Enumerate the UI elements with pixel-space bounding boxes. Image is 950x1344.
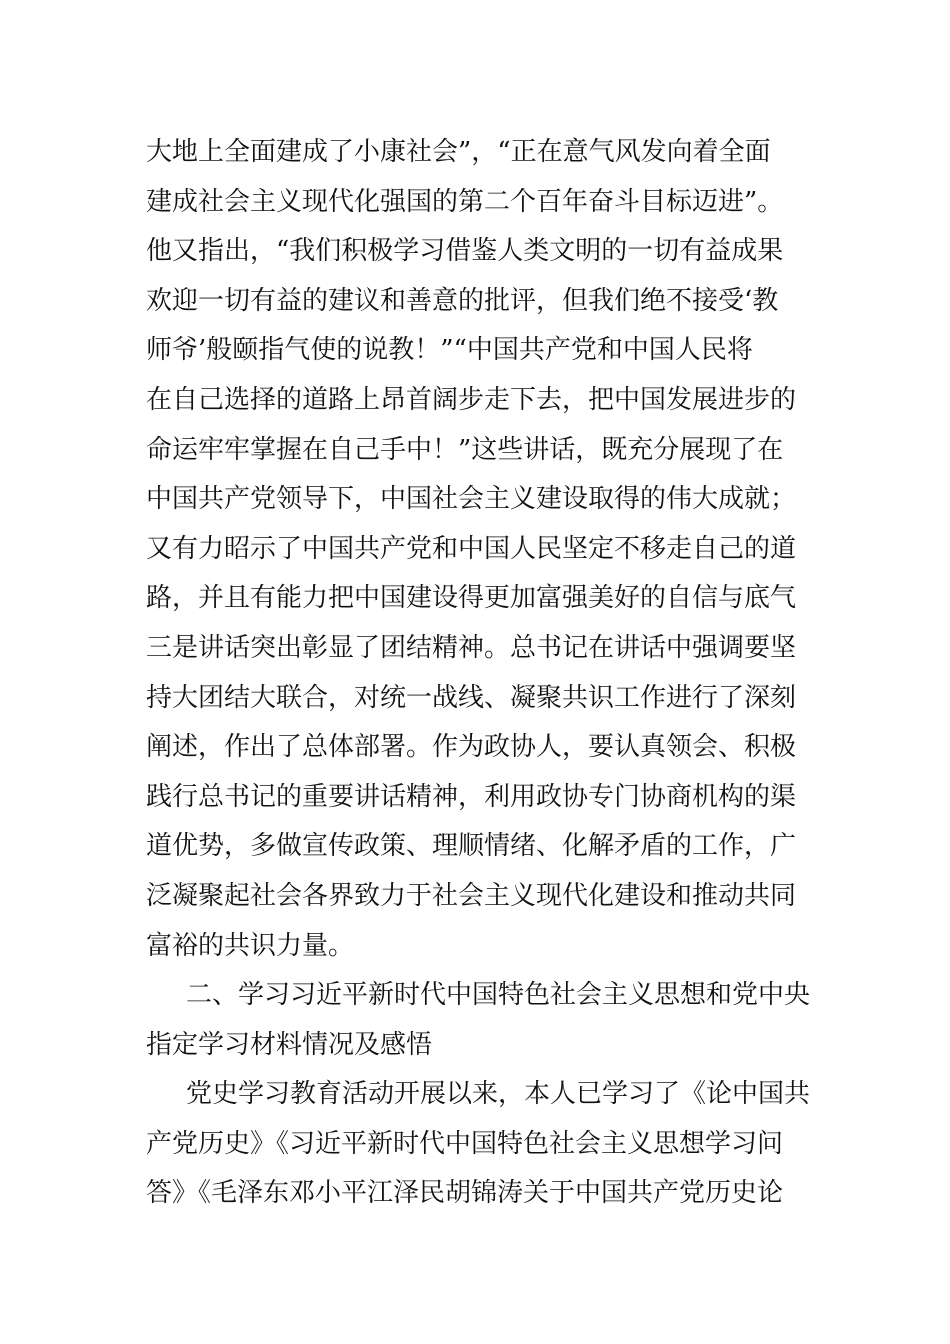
- text-line: 阐述，作出了总体部署。作为政协人，要认真领会、积极: [146, 732, 797, 763]
- section-heading-line: 二、学习习近平新时代中国特色社会主义思想和党中央: [186, 980, 811, 1011]
- document-body: [146, 128, 826, 1219]
- text-line: 持大团结大联合，对统一战线、凝聚共识工作进行了深刻: [146, 682, 797, 713]
- text-line: 答》《毛泽东邓小平江泽民胡锦涛关于中国共产党历史论: [146, 1178, 784, 1209]
- text-line: 师爷’般颐指气使的说教！”“中国共产党和中国人民将: [146, 335, 753, 366]
- text-line: 富裕的共识力量。: [146, 930, 355, 961]
- text-line: 三是讲话突出彰显了团结精神。总书记在讲话中强调要坚: [146, 632, 797, 663]
- text-line: 党史学习教育活动开展以来，本人已学习了《论中国共: [186, 1079, 811, 1110]
- text-line: 中国共产党领导下，中国社会主义建设取得的伟大成就；: [146, 484, 797, 515]
- text-line: 又有力昭示了中国共产党和中国人民坚定不移走自己的道: [146, 533, 797, 564]
- text-line: 大地上全面建成了小康社会”，“正在意气风发向着全面: [146, 137, 771, 167]
- text-line: 建成社会主义现代化强国的第二个百年奋斗目标迈进”。: [146, 186, 784, 217]
- text-line: 在自己选择的道路上昂首阔步走下去，把中国发展进步的: [146, 384, 797, 415]
- text-line: 道优势，多做宣传政策、理顺情绪、化解矛盾的工作，广: [146, 831, 797, 862]
- section-heading-line: 指定学习材料情况及感悟: [146, 1029, 433, 1060]
- text-line: 泛凝聚起社会各界致力于社会主义现代化建设和推动共同: [146, 880, 797, 911]
- text-line: 路，并且有能力把中国建设得更加富强美好的自信与底气: [146, 583, 797, 614]
- text-line: 命运牢牢掌握在自己手中！”这些讲话，既充分展现了在: [146, 434, 784, 465]
- text-line: 践行总书记的重要讲话精神，利用政协专门协商机构的渠: [146, 781, 797, 812]
- text-line: 产党历史》《习近平新时代中国特色社会主义思想学习问: [146, 1128, 784, 1159]
- text-line: 他又指出，“我们积极学习借鉴人类文明的一切有益成果: [146, 236, 784, 267]
- text-line: 欢迎一切有益的建议和善意的批评，但我们绝不接受‘教: [146, 285, 779, 316]
